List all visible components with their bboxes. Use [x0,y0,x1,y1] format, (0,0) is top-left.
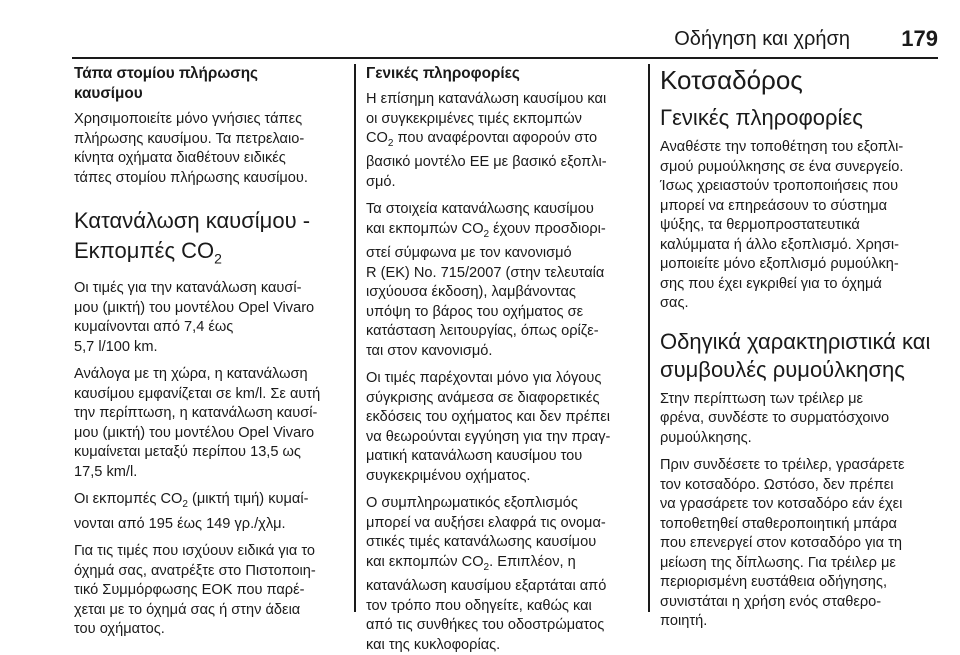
consumption-heading-line1: Κατανάλωση καυσίμου - [74,208,311,233]
towing-tips-heading: Οδηγικά χαρακτηριστικά και συμβουλές ρυμούλκησης [660,328,931,382]
trailer-brake-paragraph: Στην περίπτωση των τρέιλερ με φρένα, συνδέστε το συρματόσχοινο ρυμούλκησης. [660,390,890,446]
co2-subscript: 2 [483,561,490,573]
official-text-b: που αναφέρονται αφορούν στο βασικό μοντέλο ΕΕ με βασικό εξοπλι- σμό. [366,130,607,190]
comparison-paragraph: Οι τιμές παρέχονται μόνο για λόγους σύγκρισης ανάμεσα σε διαφορετικές εκδόσεις του οχήματος και δεν πρέπει να θεωρούνται εγγύηση για την πραγ- ματική κατανάλωση καυσίμου του συγκεκριμένου οχήματος. [366,370,611,484]
towbar-general-heading: Γενικές πληροφορίες [660,105,863,130]
column-divider-2 [648,64,650,612]
co2-subscript: 2 [214,250,222,267]
official-consumption-paragraph [366,90,638,192]
co2-subscript: 2 [387,137,394,149]
emissions-text-a: Οι εκπομπές CO [74,491,183,508]
co2-subscript: 2 [182,499,188,511]
page-header [0,0,960,60]
greasing-paragraph: Πριν συνδέσετε το τρέιλερ, γρασάρετε τον κοτσαδόρο. Ωστόσο, δεν πρέπει να γρασάρετε τον κοτσαδόρο εάν έχει τοποθετηθεί σταθεροποιητική μπάρα που επενεργεί στον κοτσαδόρο για τη μείωση της δίπλωσης. Για τρέιλερ με περιορισμένη ευστάθεια οδήγησης, συνιστάται η χρήση ενός σταθερο- ποιητή. [660,457,905,629]
header-rule [72,57,938,59]
regulation-text-a: Τα στοιχεία κατανάλωσης καυσίμου και εκπομπών CO [366,201,594,237]
certificate-paragraph: Για τις τιμές που ισχύουν ειδικά για το όχημά σας, ανατρέξτε στο Πιστοποιη- τικό Συμμόρφωσης ΕΟΚ που παρέ- χεται με το όχημά σας ή στην άδεια του οχήματος. [74,543,316,638]
column-3 [660,64,942,629]
fuel-cap-paragraph: Χρησιμοποιείτε μόνο γνήσιες τάπες πλήρωσης καυσίμου. Τα πετρελαιο- κίνητα οχήματα διαθέτουν ειδικές τάπες στομίου πλήρωσης καυσίμου. [74,111,308,186]
equipment-paragraph [366,494,638,655]
regulation-paragraph [366,200,638,361]
towbar-title: Κοτσαδόρος [660,65,803,95]
co2-subscript: 2 [483,228,490,240]
fuel-cap-heading: Τάπα στομίου πλήρωσης καυσίμου [74,65,259,102]
column-2 [366,64,638,653]
emissions-text-b: (μικτή τιμή) κυμαί- νονται από 195 έως 149 γρ./χλμ. [74,491,309,532]
column-divider-1 [354,64,356,612]
official-text-a: Η επίσημη κατανάλωση καυσίμου και οι συγκεκριμένες τιμές εκπομπών CO [366,91,607,146]
column-1 [74,64,346,638]
equipment-text-b: . Επιπλέον, η κατανάλωση καυσίμου εξαρτάται από τον τρόπο που οδηγείτε, καθώς και από τις συνθήκες του οδοστρώματος και της κυκλοφορίας. [366,553,607,653]
consumption-heading [74,206,346,273]
consumption-paragraph-2: Ανάλογα με τη χώρα, η κατανάλωση καυσίμου εμφανίζεται σε km/l. Σε αυτή την περίπτωση, η κατανάλωση καυσί- μου (μικτή) του μοντέλου Opel Vivaro κυμαίνεται μεταξύ περίπου 13,5 ως 17,5 km/l. [74,366,321,480]
emissions-paragraph [74,490,346,534]
towbar-general-paragraph: Αναθέστε την τοποθέτηση του εξοπλι- σμού ρυμούλκησης σε ένα συνεργείο. Ίσως χρειαστούν τροποποιήσεις που μπορεί να επηρεάσουν το σύστημα ψύξης, τα θερμοπροστατευτικά καλύμματα ή άλλο εξοπλισμό. Χρησι- μοποιείτε μόνο εξοπλισμό ρυμούλκη- σης που έχει εγκριθεί για το όχημά σας. [660,139,904,311]
regulation-text-b: έχουν προσδιορι- στεί σύμφωνα με τον κανονισμό R (EK) No. 715/2007 (στην τελευταία ισχύουσα έκδοση), λαμβάνοντας υπόψη το βάρος του οχήματος σε κατάσταση λειτουργίας, όπως ορίζε- ται στον κανονισμό. [366,220,606,359]
general-info-heading: Γενικές πληροφορίες [366,65,520,82]
consumption-heading-line2: Εκπομπές CO [74,238,215,263]
consumption-paragraph-1: Οι τιμές για την κατανάλωση καυσί- μου (μικτή) του μοντέλου Opel Vivaro κυμαίνονται από 7,4 έως 5,7 l/100 km. [74,280,315,355]
running-title: Οδήγηση και χρήση [674,28,850,50]
page-number: 179 [901,26,938,51]
equipment-text-a: Ο συμπληρωματικός εξοπλισμός μπορεί να αυξήσει ελαφρά τις ονομα- στικές τιμές κατανάλωσης καυσίμου και εκπομπών CO [366,495,606,570]
